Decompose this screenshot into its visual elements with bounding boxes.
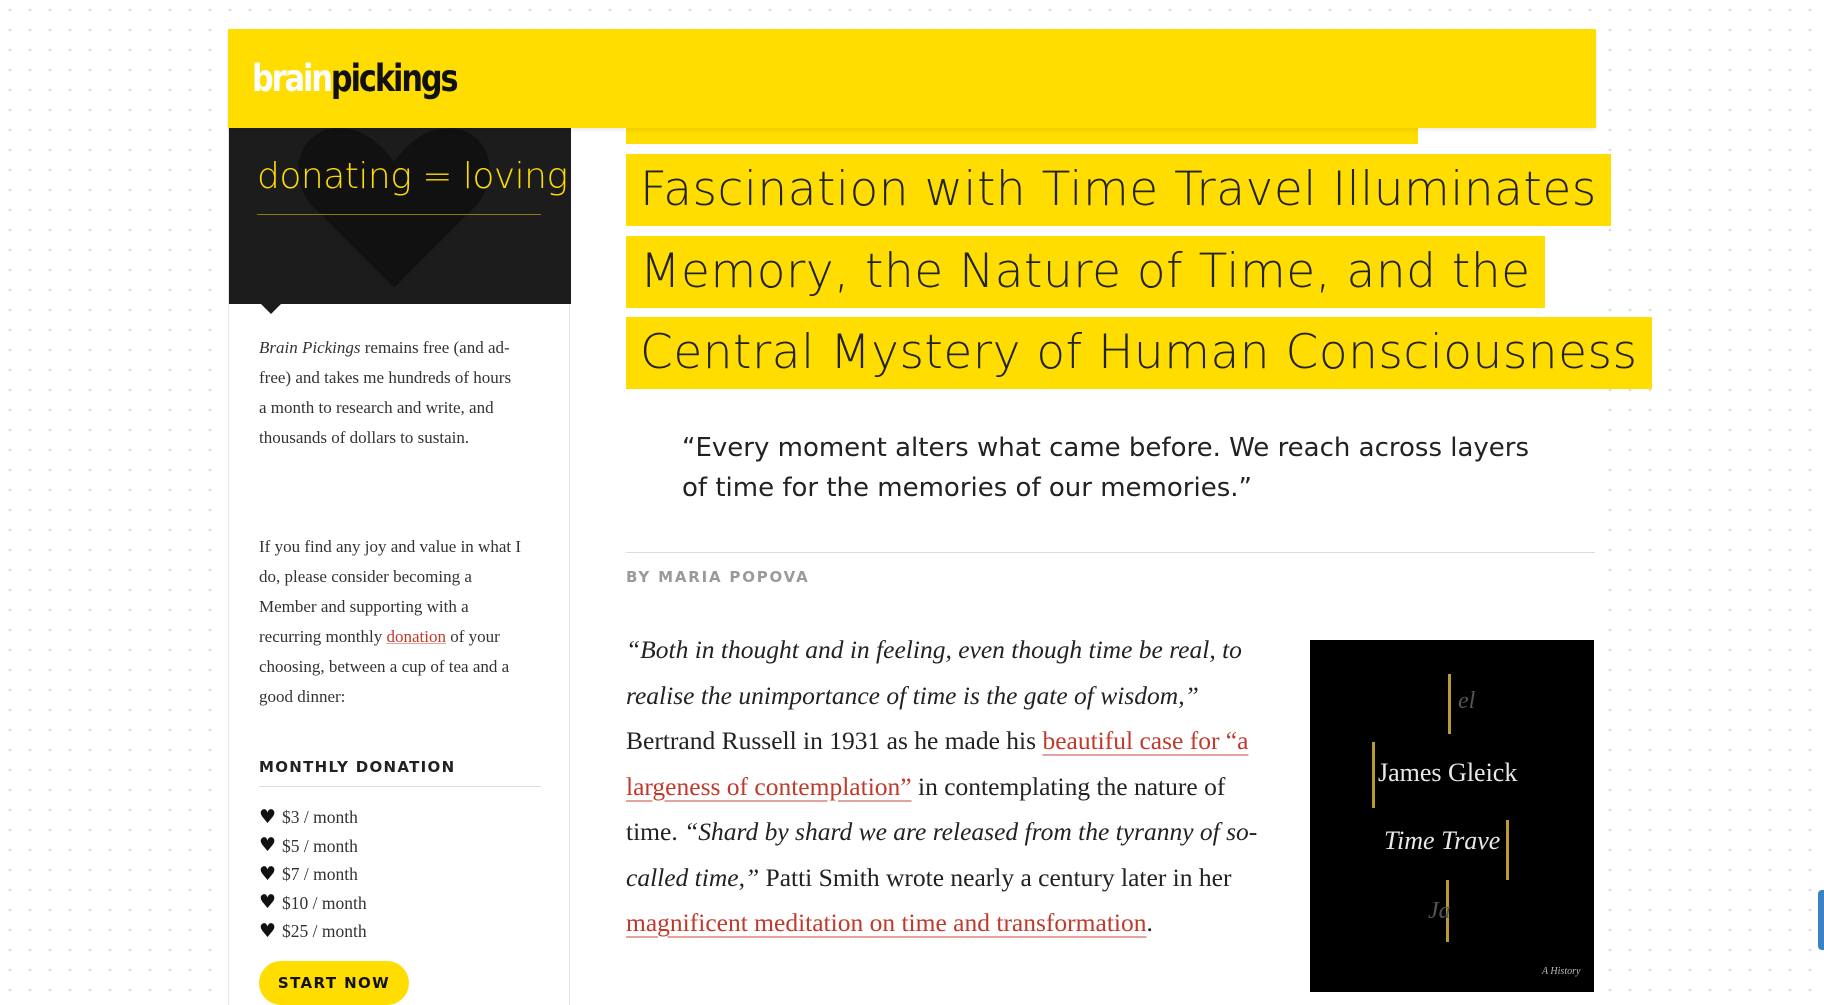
- sidebar-paragraph-1: [259, 333, 521, 453]
- body-text: .: [1146, 908, 1153, 937]
- heart-icon: ♥: [259, 891, 277, 914]
- meditation-on-time-link[interactable]: magnificent meditation on time and transformation: [626, 908, 1147, 937]
- site-logo[interactable]: [252, 56, 457, 102]
- article-pull-quote: “Every moment alters what came before. We reach across layers of time for the memories of our memories.”: [682, 433, 1530, 503]
- body-quote: “Both in thought and in feeling, even though time be real, to realise the unimportance of time is the gate of wisdom,”: [626, 635, 1242, 710]
- beautiful-case-link[interactable]: beautiful case for “a largeness of contemplation”: [626, 726, 1249, 801]
- donation-sidebar: [228, 128, 570, 1005]
- sidebar-paragraph-2: [259, 532, 521, 712]
- cover-fragment-bottom: Ja: [1428, 898, 1451, 924]
- donation-option-3[interactable]: [259, 803, 367, 832]
- body-text: Bertrand Russell in 1931 as he made his: [626, 726, 1043, 755]
- start-now-button[interactable]: START NOW: [259, 961, 409, 1005]
- divider: [626, 552, 1595, 553]
- cover-decoration: [1448, 674, 1451, 734]
- article-title-line-3[interactable]: Central Mystery of Human Consciousness: [626, 317, 1652, 389]
- donate-banner: [229, 128, 571, 304]
- cover-fragment-top: el: [1458, 688, 1476, 714]
- donation-amount: $10 / month: [282, 892, 367, 913]
- paragraph-text: remains free (and ad-free) and takes me hundreds of hours a month to research and write, and thousands of dollars to sustain.: [259, 338, 512, 447]
- heart-icon: ♥: [259, 834, 277, 857]
- cover-author: James Gleick: [1378, 758, 1518, 787]
- site-header: [228, 29, 1596, 128]
- paragraph-text: of your choosing, between a cup of tea and a good dinner:: [259, 627, 510, 706]
- donate-title: donating = loving: [257, 156, 568, 197]
- donation-option-7[interactable]: [259, 860, 367, 889]
- body-quote: “Shard by shard we are released from the tyranny of so-called time,”: [626, 817, 1258, 892]
- donation-link[interactable]: donation: [386, 627, 446, 646]
- logo-brain: brain: [252, 57, 331, 100]
- donation-amount-list: [259, 803, 367, 946]
- article-title-line-2[interactable]: Memory, the Nature of Time, and the: [626, 236, 1545, 308]
- cover-subtitle: A History: [1542, 966, 1581, 977]
- monthly-donation-label: MONTHLY DONATION: [259, 758, 456, 776]
- divider: [257, 214, 541, 215]
- heart-icon: ♥: [259, 805, 277, 828]
- divider: [259, 786, 541, 787]
- article-title-line-1[interactable]: Fascination with Time Travel Illuminates: [626, 154, 1611, 226]
- donation-amount: $7 / month: [282, 864, 358, 884]
- cover-title: Time Trave: [1384, 826, 1501, 855]
- donation-option-25[interactable]: [259, 917, 367, 946]
- book-cover-image[interactable]: [1310, 640, 1594, 992]
- donation-amount: $25 / month: [282, 921, 367, 941]
- banner-pointer: [261, 304, 281, 314]
- heart-icon: ♥: [259, 862, 277, 885]
- paragraph-text: If you find any joy and value in what I do, please consider becoming a Member and supporting with a recurring monthly: [259, 537, 522, 646]
- brand-name: Brain Pickings: [259, 338, 361, 357]
- article-byline: BY MARIA POPOVA: [626, 568, 810, 586]
- cover-decoration: [1506, 820, 1509, 880]
- side-tab-handle[interactable]: [1818, 890, 1824, 950]
- donation-option-10[interactable]: [259, 889, 367, 918]
- body-text: in contemplating the nature of time.: [626, 771, 1226, 846]
- logo-pickings: pickings: [330, 57, 457, 100]
- article-body-paragraph: [626, 627, 1266, 946]
- cover-decoration: [1372, 742, 1375, 808]
- donation-option-5[interactable]: [259, 832, 367, 861]
- donation-amount: $5 / month: [282, 835, 358, 856]
- body-text: Patti Smith wrote nearly a century later in her: [759, 862, 1232, 892]
- heart-icon: ♥: [259, 919, 277, 942]
- donation-amount: $3 / month: [282, 807, 358, 827]
